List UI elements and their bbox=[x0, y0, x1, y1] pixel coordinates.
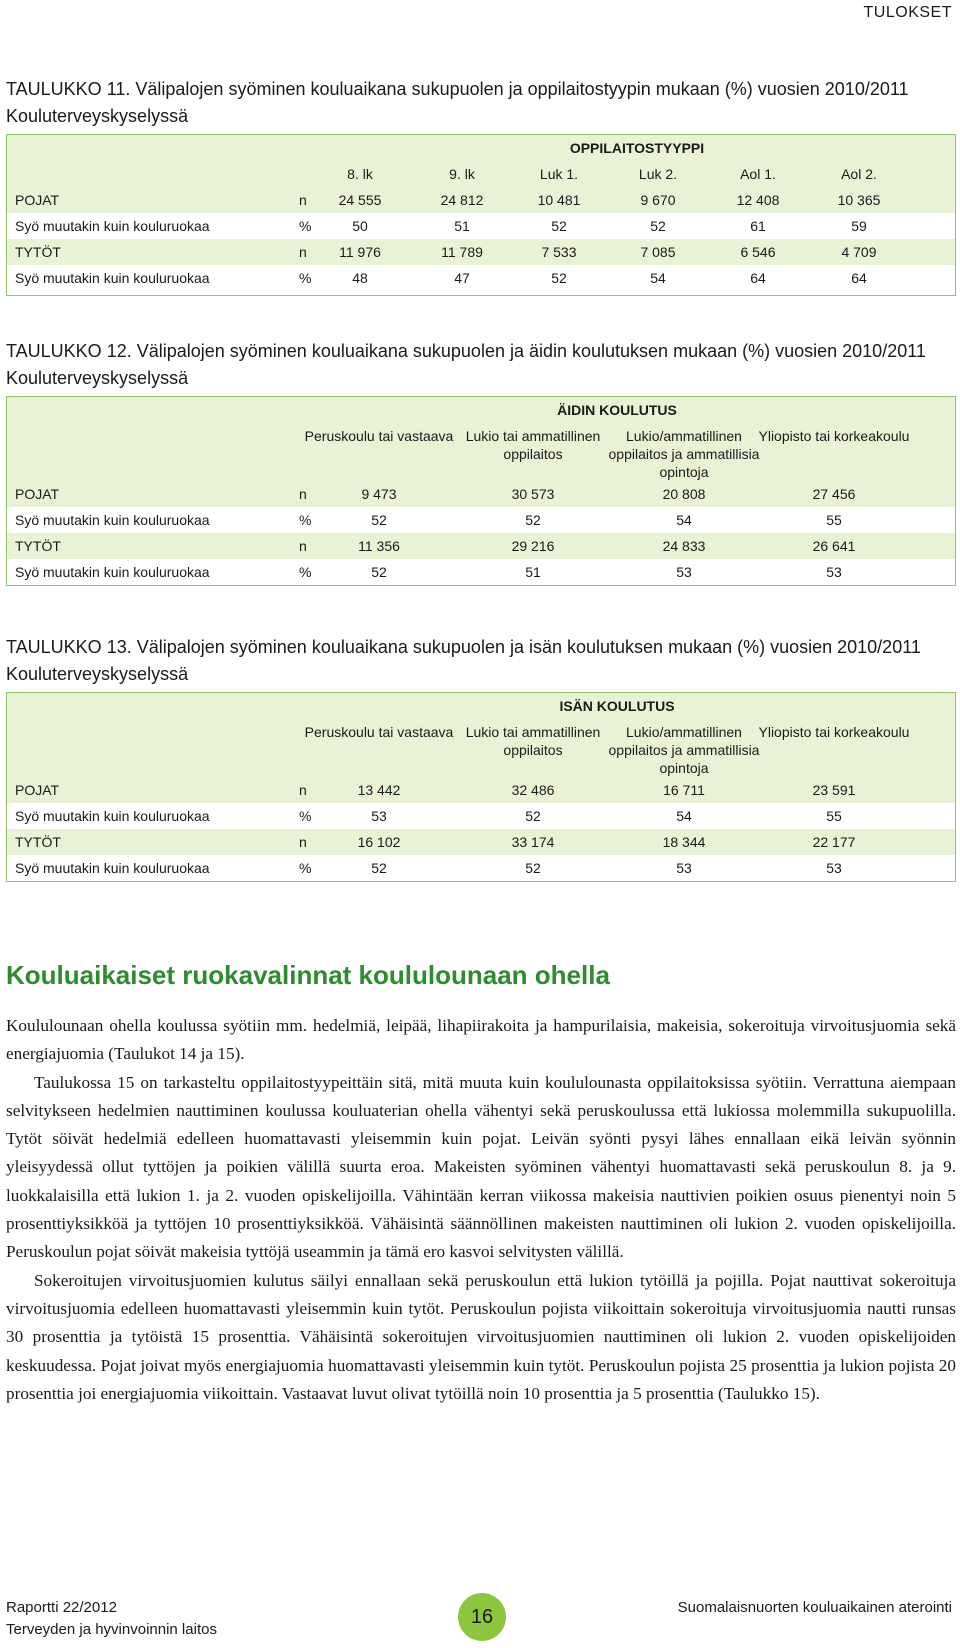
table-row bbox=[7, 239, 955, 265]
row-label: Syö muutakin kuin kouluruokaa bbox=[15, 564, 210, 580]
row-label: POJAT bbox=[15, 486, 60, 502]
column-header: Aol 1. bbox=[740, 166, 776, 182]
cell-value: 18 344 bbox=[662, 834, 706, 850]
cell-value: 13 442 bbox=[357, 782, 401, 798]
table-row bbox=[7, 777, 955, 803]
table-row bbox=[7, 855, 955, 881]
table12-caption: TAULUKKO 12. Välipalojen syöminen kouluaikana sukupuolen ja äidin koulutuksen mukaan (%) vuosien 2010/2011 Kouluterveyskyselyssä bbox=[6, 341, 926, 388]
cell-value: 23 591 bbox=[812, 782, 856, 798]
cell-value: 4 709 bbox=[841, 244, 877, 260]
cell-value: 52 bbox=[525, 860, 541, 876]
column-header: Peruskoulu tai vastaava bbox=[304, 428, 454, 444]
section-tag: TULOKSET bbox=[863, 4, 952, 21]
table11 bbox=[6, 134, 956, 296]
column-header: Lukio/ammatillinen oppilaitos ja ammatillisia opintoja bbox=[608, 428, 760, 480]
cell-value: 10 365 bbox=[837, 192, 881, 208]
row-unit: n bbox=[299, 192, 307, 208]
cell-value: 54 bbox=[676, 512, 692, 528]
table13 bbox=[6, 692, 956, 882]
row-label: TYTÖT bbox=[15, 244, 61, 260]
cell-value: 50 bbox=[352, 218, 368, 234]
row-label: Syö muutakin kuin kouluruokaa bbox=[15, 512, 210, 528]
column-header: Yliopisto tai korkeakoulu bbox=[758, 428, 910, 444]
cell-value: 54 bbox=[650, 270, 666, 286]
row-unit: % bbox=[299, 270, 312, 286]
cell-value: 27 456 bbox=[812, 486, 856, 502]
row-label: POJAT bbox=[15, 192, 60, 208]
cell-value: 55 bbox=[826, 512, 842, 528]
cell-value: 64 bbox=[750, 270, 766, 286]
table13-caption: TAULUKKO 13. Välipalojen syöminen kouluaikana sukupuolen ja isän koulutuksen mukaan (%) vuosien 2010/2011 Kouluterveyskyselyssä bbox=[6, 637, 921, 684]
row-label: Syö muutakin kuin kouluruokaa bbox=[15, 270, 210, 286]
cell-value: 52 bbox=[650, 218, 666, 234]
row-unit: n bbox=[299, 834, 307, 850]
paragraph: Sokeroitujen virvoitusjuomien kulutus säilyi ennallaan sekä peruskoulun että lukion tytöillä ja pojilla. Pojat nauttivat sokeroituja virvoitusjuomia edelleen huomattavasti yleisemmin kuin tytöt. Peruskoulun pojista viikoittain sokeroituja virvoitusjuomia nautti runsas 30 prosenttia ja tytöistä 15 prosenttia. Vähäisintä sokeroitujen virvoitusjuomien nauttiminen oli lukion 2. vuoden opiskelijoiden keskuudessa. Pojat joivat myös energiajuomia huomattavasti yleisemmin kuin tytöt. Peruskoulun pojista 25 prosenttia ja lukion pojista 20 prosenttia joi energiajuomia viikoittain. Vastaavat luvut olivat tytöillä noin 10 prosenttia ja 5 prosenttia (Taulukko 15). bbox=[6, 1270, 956, 1403]
table11-header bbox=[7, 135, 955, 187]
paragraph: Koululounaan ohella koulussa syötiin mm. hedelmiä, leipää, lihapiirakoita ja hampurilaisia, makeisia, sokeroituja virvoitusjuomia sekä energiajuomia (Taulukot 14 ja 15). bbox=[6, 1016, 956, 1064]
column-header: Lukio tai ammatillinen oppilaitos bbox=[465, 428, 601, 462]
cell-value: 32 486 bbox=[511, 782, 555, 798]
cell-value: 7 533 bbox=[541, 244, 577, 260]
footer-left bbox=[6, 1597, 217, 1641]
cell-value: 16 711 bbox=[663, 782, 705, 798]
body-text bbox=[6, 1012, 956, 1408]
column-header: Lukio/ammatillinen oppilaitos ja ammatillisia opintoja bbox=[608, 724, 760, 776]
cell-value: 52 bbox=[525, 808, 541, 824]
cell-value: 10 481 bbox=[537, 192, 581, 208]
cell-value: 64 bbox=[851, 270, 867, 286]
cell-value: 53 bbox=[826, 564, 842, 580]
column-header: Luk 2. bbox=[638, 166, 678, 182]
row-unit: n bbox=[299, 486, 307, 502]
table12-group: ÄIDIN KOULUTUS bbox=[557, 402, 677, 418]
cell-value: 51 bbox=[525, 564, 541, 580]
cell-value: 55 bbox=[826, 808, 842, 824]
cell-value: 47 bbox=[454, 270, 470, 286]
column-header: Aol 2. bbox=[841, 166, 877, 182]
row-unit: % bbox=[299, 808, 312, 824]
footer-title: Suomalaisnuorten kouluaikainen aterointi bbox=[677, 1599, 952, 1616]
cell-value: 29 216 bbox=[511, 538, 555, 554]
column-header: 9. lk bbox=[449, 166, 475, 182]
cell-value: 54 bbox=[676, 808, 692, 824]
row-unit: % bbox=[299, 860, 312, 876]
cell-value: 53 bbox=[676, 860, 692, 876]
table-row bbox=[7, 187, 955, 213]
table13-group: ISÄN KOULUTUS bbox=[559, 698, 675, 714]
cell-value: 12 408 bbox=[736, 192, 780, 208]
section-heading: Kouluaikaiset ruokavalinnat koululounaan ohella bbox=[6, 960, 610, 990]
institute-name: Terveyden ja hyvinvoinnin laitos bbox=[6, 1621, 217, 1638]
row-label: TYTÖT bbox=[15, 834, 61, 850]
cell-value: 24 555 bbox=[338, 192, 382, 208]
table12-header bbox=[7, 397, 955, 481]
row-unit: n bbox=[299, 244, 307, 260]
column-header: 8. lk bbox=[347, 166, 373, 182]
cell-value: 53 bbox=[676, 564, 692, 580]
table11-group: OPPILAITOSTYYPPI bbox=[569, 140, 705, 156]
table-row bbox=[7, 213, 955, 239]
table-row bbox=[7, 507, 955, 533]
row-unit: n bbox=[299, 538, 307, 554]
cell-value: 9 473 bbox=[361, 486, 397, 502]
page-number: 16 bbox=[458, 1593, 506, 1641]
cell-value: 48 bbox=[352, 270, 368, 286]
cell-value: 52 bbox=[551, 270, 567, 286]
table11-caption: TAULUKKO 11. Välipalojen syöminen kouluaikana sukupuolen ja oppilaitostyypin mukaan (%) vuosien 2010/2011 Kouluterveyskyselyssä bbox=[6, 79, 909, 126]
column-header: Peruskoulu tai vastaava bbox=[304, 724, 454, 740]
cell-value: 52 bbox=[371, 860, 387, 876]
cell-value: 53 bbox=[826, 860, 842, 876]
report-number: Raportti 22/2012 bbox=[6, 1599, 117, 1616]
cell-value: 33 174 bbox=[511, 834, 555, 850]
cell-value: 30 573 bbox=[511, 486, 555, 502]
cell-value: 16 102 bbox=[357, 834, 401, 850]
row-unit: % bbox=[299, 218, 312, 234]
row-unit: % bbox=[299, 512, 312, 528]
cell-value: 9 670 bbox=[640, 192, 676, 208]
cell-value: 52 bbox=[525, 512, 541, 528]
table-row bbox=[7, 559, 955, 585]
table-row bbox=[7, 481, 955, 507]
cell-value: 26 641 bbox=[812, 538, 856, 554]
cell-value: 52 bbox=[551, 218, 567, 234]
row-label: Syö muutakin kuin kouluruokaa bbox=[15, 860, 210, 876]
table-row bbox=[7, 265, 955, 291]
cell-value: 11 789 bbox=[441, 244, 483, 260]
cell-value: 11 976 bbox=[339, 244, 381, 260]
table12 bbox=[6, 396, 956, 586]
column-header: Luk 1. bbox=[539, 166, 579, 182]
table-row bbox=[7, 829, 955, 855]
cell-value: 20 808 bbox=[662, 486, 706, 502]
cell-value: 11 356 bbox=[358, 538, 400, 554]
table13-header bbox=[7, 693, 955, 777]
row-unit: % bbox=[299, 564, 312, 580]
paragraph: Taulukossa 15 on tarkasteltu oppilaitostyypeittäin sitä, mitä muuta kuin koululounasta oppilaitoksissa syötiin. Verrattuna aiempaan selvitykseen hedelmien nauttiminen koulussa kouluaterian ohella vähentyi sekä peruskoulussa että lukiossa molemmilla sukupuolilla. Tytöt söivät hedelmiä edelleen huomattavasti yleisemmin kuin pojat. Leivän syönti pysyi lähes ennallaan eikä leivän syönnin yleisyydessä ollut tyttöjen ja poikien välillä suurta eroa. Makeisten syöminen vähentyi huomattavasti sekä peruskoulun 8. ja 9. luokkalaisilla että lukion 1. ja 2. vuoden opiskelijoilla. Vähintään kerran viikossa makeisia nauttivien poikien osuus pienentyi noin 5 prosenttiyksikköä ja tyttöjen 10 prosenttiyksikköä. Vähäisintä säännöllinen makeisten nauttiminen oli lukion 2. vuoden opiskelijoilla. Peruskoulun pojat söivät makeisia tyttöjä useammin ja tämä ero kasvoi selvitysten välillä. bbox=[6, 1072, 956, 1262]
row-label: Syö muutakin kuin kouluruokaa bbox=[15, 808, 210, 824]
cell-value: 51 bbox=[454, 218, 470, 234]
column-header: Yliopisto tai korkeakoulu bbox=[758, 724, 910, 740]
row-label: POJAT bbox=[15, 782, 60, 798]
table-row bbox=[7, 803, 955, 829]
cell-value: 6 546 bbox=[740, 244, 776, 260]
cell-value: 59 bbox=[851, 218, 867, 234]
table-row bbox=[7, 533, 955, 559]
cell-value: 52 bbox=[371, 564, 387, 580]
cell-value: 22 177 bbox=[812, 834, 856, 850]
row-unit: n bbox=[299, 782, 307, 798]
row-label: TYTÖT bbox=[15, 538, 61, 554]
cell-value: 24 833 bbox=[662, 538, 706, 554]
cell-value: 24 812 bbox=[440, 192, 484, 208]
cell-value: 52 bbox=[371, 512, 387, 528]
column-header: Lukio tai ammatillinen oppilaitos bbox=[465, 724, 601, 758]
cell-value: 61 bbox=[750, 218, 766, 234]
cell-value: 7 085 bbox=[640, 244, 676, 260]
row-label: Syö muutakin kuin kouluruokaa bbox=[15, 218, 210, 234]
cell-value: 53 bbox=[371, 808, 387, 824]
